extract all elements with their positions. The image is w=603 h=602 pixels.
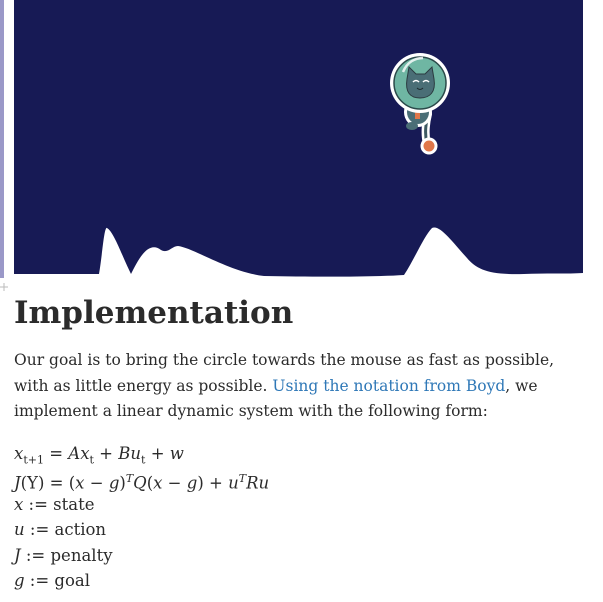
definition-goal: g := goal	[14, 571, 91, 590]
section-title: Implementation	[14, 295, 294, 331]
cost-equation: $J(Y) = (x - g)^TQ(x - g) + u^TRu$	[14, 472, 270, 493]
astronaut-cat-icon	[390, 53, 450, 153]
intro-text-before: Our goal is to bring the circle towards the mouse as fast as possible, with as little energy as possible.	[14, 351, 555, 395]
intro-text-after: , we implement a linear dynamic system with the following form:	[14, 376, 538, 420]
demo-scene	[14, 0, 583, 278]
demo-canvas[interactable]	[14, 0, 583, 278]
equation-block	[14, 441, 589, 594]
crosshair-icon	[0, 283, 8, 291]
dynamics-equation: $x_{t+1} = Ax_t + Bu_t + w$	[14, 443, 184, 466]
left-accent-bar	[0, 0, 4, 278]
definition-state: x := state	[14, 494, 95, 514]
implementation-section	[14, 290, 589, 594]
definition-action: u := action	[14, 520, 107, 539]
definition-penalty: J := penalty	[14, 545, 113, 565]
boyd-notation-link[interactable]: Using the notation from Boyd	[272, 376, 506, 395]
intro-paragraph	[14, 348, 589, 425]
trajectory-curve	[14, 227, 583, 278]
